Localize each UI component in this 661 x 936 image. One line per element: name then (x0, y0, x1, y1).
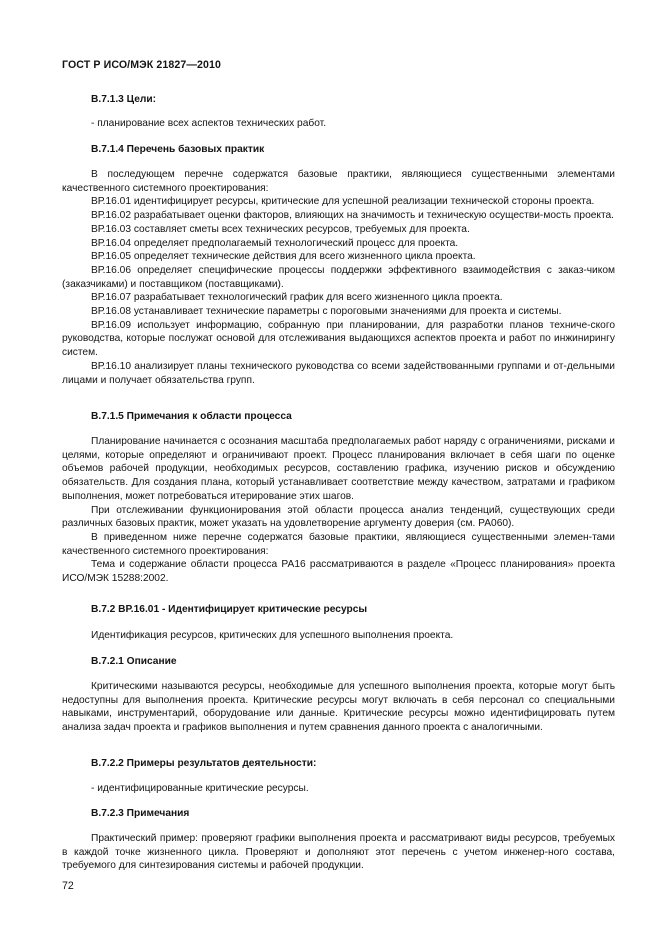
heading-text: В.7.1.4 Перечень базовых практик (91, 144, 265, 155)
practice-item: ВР.16.10 анализирует планы технического руководства со всеми задействованными группами и от-дельными лицами и получает обязательства групп. (62, 360, 615, 386)
paragraph: - планирование всех аспектов технических работ. (91, 118, 327, 129)
heading-b721 (62, 655, 615, 669)
practice-item: ВР.16.08 устанавливает технические параметры с пороговыми значениями для проекта и системы. (91, 306, 562, 318)
heading-text: В.7.2 ВР.16.01 - Идентифицирует критические ресурсы (91, 604, 368, 615)
paragraph: Критическими называются ресурсы, необходимые для успешного выполнения проекта, которые могут быть недоступны для выполнения проекта. Критические ресурсы могут включать в себя персонал со специальными навыками, инструментарий, оборудование или данные. Критические ресурсы можно идентифицировать путем анализа задач проекта и графиков выполнения и путем сравнения данного проекта с аналогичными. (62, 681, 615, 734)
goals-list (62, 117, 615, 131)
practice-item: ВР.16.03 составляет сметы всех технических ресурсов, требуемых для проекта. (91, 223, 470, 235)
description-text (62, 680, 615, 735)
heading-text: В.7.2.2 Примеры результатов деятельности: (91, 758, 317, 769)
heading-b722 (62, 757, 615, 771)
heading-b713 (62, 93, 615, 107)
practice-item: ВР.16.02 разрабатывает оценки факторов, влияющих на значимость и техническую осуществи-мость проекта. (91, 210, 615, 222)
heading-b714 (62, 143, 615, 157)
page-number: 72 (62, 880, 74, 892)
heading-text: В.7.2.3 Примечания (91, 808, 190, 819)
practice-item: ВР.16.07 разрабатывает технологический график для всего жизненного цикла проекта. (91, 292, 503, 304)
heading-b72 (62, 603, 615, 617)
heading-text: В.7.1.3 Цели: (91, 94, 157, 105)
paragraph: Планирование начинается с осознания масштаба предполагаемых работ наряду с ограничениями, рисками и целями, которые определяют и ограничивают проект. Процесс планирования включает в себя шаги по оценке объемов рабочей продукции, необходимых ресурсов, составлению графика, изучению рисков и обсуждению обязательств. Для создания плана, который устанавливает соответствие между качеством, затратами и графиком выполнения, может потребоваться итерирование этих шагов. (62, 436, 615, 502)
paragraph: Практический пример: проверяют графики выполнения проекта и рассматривают виды ресурсов, требуемых в каждой точке жизненного цикла. Проверяют и дополняют этот перечень с учетом инженер-ного состава, требуемого для синтезирования системы и рабочей продукции. (62, 833, 615, 872)
practice-item: ВР.16.05 определяет технические действия для всего жизненного цикла проекта. (91, 251, 476, 263)
paragraph: В приведенном ниже перечне содержатся базовые практики, являющиеся существенными элемен-тами качественного системного проектирования: (62, 531, 615, 557)
b72-text (62, 629, 615, 643)
heading-text: В.7.1.5 Примечания к области процесса (91, 411, 292, 422)
heading-text: В.7.2.1 Описание (91, 656, 177, 667)
practice-item: ВР.16.09 использует информацию, собранную при планировании, для разработки планов техниче-ского руководства, которые послужат основой для отслеживания выдающихся аспектов проекта и работ по инжинирингу систем. (62, 319, 615, 359)
practice-item: ВР.16.06 определяет специфические процессы поддержки эффективного взаимодействия с заказ-чиком (заказчиками) и поставщиком (поставщиками). (62, 264, 615, 290)
paragraph: Тема и содержание области процесса РА16 рассматриваются в разделе «Процесс планирования» проекта ИСО/МЭК 15288:2002. (62, 559, 615, 585)
practice-item: ВР.16.04 определяет предполагаемый технологический процесс для проекта. (91, 237, 459, 249)
notes-text (62, 832, 615, 873)
running-header: ГОСТ Р ИСО/МЭК 21827—2010 (62, 59, 221, 71)
paragraph: Идентификация ресурсов, критических для успешного выполнения проекта. (91, 630, 454, 641)
base-practices-list (62, 168, 615, 387)
paragraph: В последующем перечне содержатся базовые практики, являющиеся существенными элементами качественного системного проектирования: (62, 169, 615, 194)
heading-b715 (62, 410, 615, 424)
process-notes (62, 435, 615, 586)
paragraph: При отслеживании функционирования этой области процесса анализ тенденций, существующих среди различных базовых практик, может указать на удовлетворение аргументу доверия (см. РА060). (62, 504, 615, 530)
practice-item: ВР.16.01 идентифицирует ресурсы, критические для успешной реализации технической стороны проекта. (91, 196, 595, 208)
work-products-list (62, 782, 615, 796)
heading-b723 (62, 807, 615, 821)
paragraph: - идентифицированные критические ресурсы. (91, 783, 309, 794)
